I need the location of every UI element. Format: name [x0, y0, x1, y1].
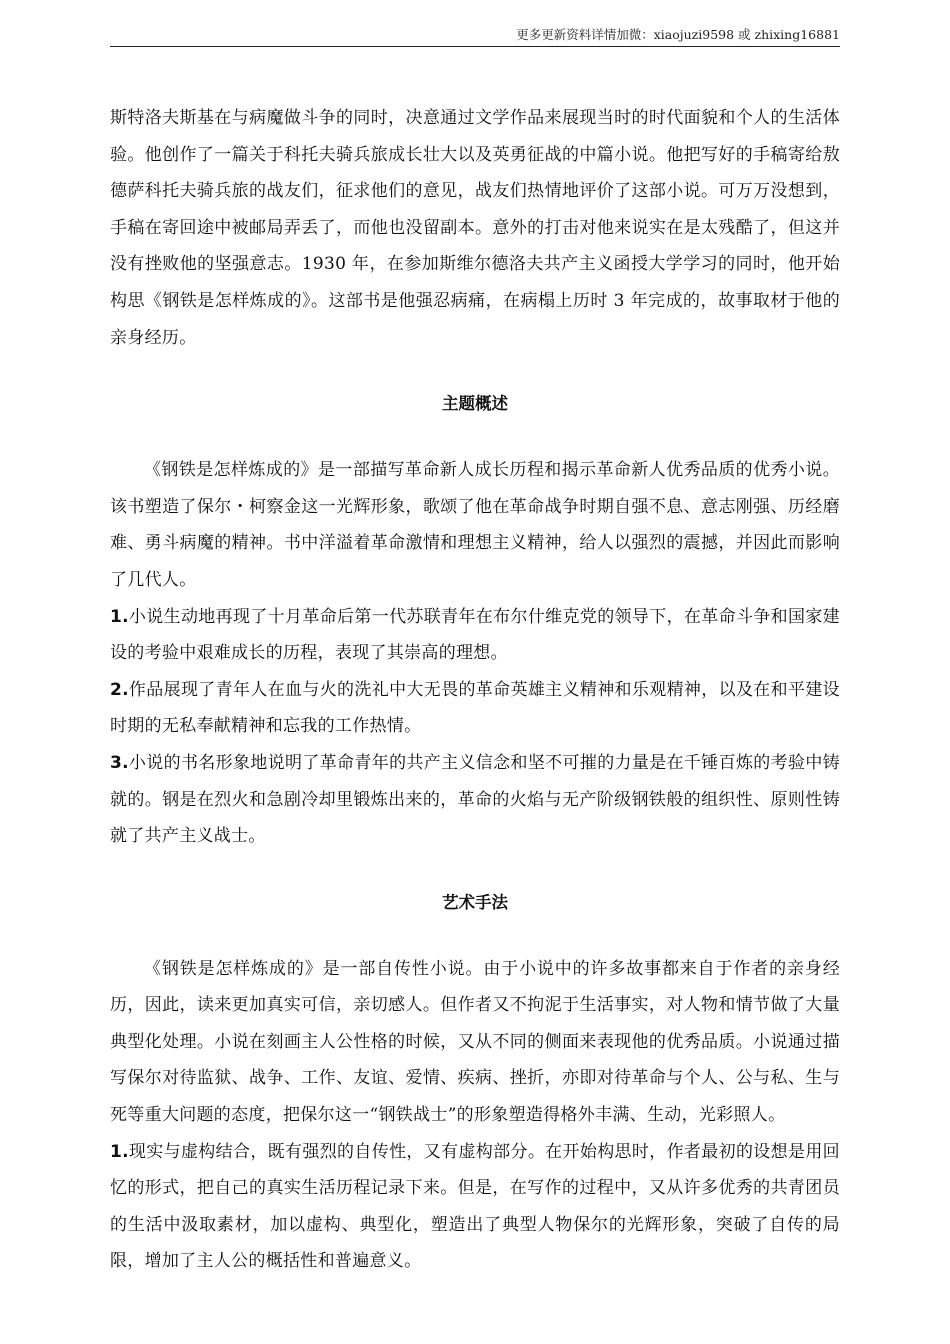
list-number: 1. [110, 1141, 129, 1162]
art-lead-paragraph: 《钢铁是怎样炼成的》是一部自传性小说。由于小说中的许多故事都来自于作者的亲身经历，因此，读来更加真实可信，亲切感人。但作者又不拘泥于生活事实，对人物和情节做了大量典型化处理。小说在刻画主人公性格的时候，又从不同的侧面来表现他的优秀品质。小说通过描写保尔对待监狱、战争、工作、友谊、爱情、疾病、挫折，亦即对待革命与个人、公与私、生与死等重大问题的态度，把保尔这一“钢铁战士”的形象塑造得格外丰满、生动，光彩照人。 [110, 958, 840, 1126]
list-number: 3. [110, 752, 129, 773]
art-point-1 [110, 1134, 840, 1280]
list-number: 1. [110, 606, 129, 627]
section-title-theme: 主题概述 [442, 394, 508, 414]
list-number: 2. [110, 679, 129, 700]
intro-paragraph: 斯特洛夫斯基在与病魔做斗争的同时，决意通过文学作品来展现当时的时代面貌和个人的生活体验。他创作了一篇关于科托夫骑兵旅成长壮大以及英勇征战的中篇小说。他把写好的手稿寄给敖德萨科托夫骑兵旅的战友们，征求他们的意见，战友们热情地评价了这部小说。可万万没想到，手稿在寄回途中被邮局弄丢了，而他也没留副本。意外的打击对他来说实在是太残酷了，但这并没有挫败他的坚强意志。1930 年，在参加斯维尔德洛夫共产主义函授大学学习的同时，他开始构思《钢铁是怎样炼成的》。这部书是他强忍病痛，在病榻上历时 3 年完成的，故事取材于他的亲身经历。 [110, 108, 840, 348]
theme-point-2 [110, 672, 840, 745]
list-text: 现实与虚构结合，既有强烈的自传性，又有虚构部分。在开始构思时，作者最初的设想是用回忆的形式，把自己的真实生活历程记录下来。但是，在写作的过程中，又从许多优秀的共青团员的生活中汲取素材，加以虚构、典型化，塑造出了典型人物保尔的光辉形象，突破了自传的局限，增加了主人公的概括性和普遍意义。 [110, 1141, 840, 1272]
list-text: 小说生动地再现了十月革命后第一代苏联青年在布尔什维克党的领导下，在革命斗争和国家建设的考验中艰难成长的历程，表现了其崇高的理想。 [110, 606, 840, 664]
theme-point-1 [110, 599, 840, 672]
list-text: 小说的书名形象地说明了革命青年的共产主义信念和坚不可摧的力量是在千锤百炼的考验中铸就的。钢是在烈火和急剧冷却里锻炼出来的，革命的火焰与无产阶级钢铁般的组织性、原则性铸就了共产主义战士。 [110, 752, 840, 847]
section-title-art: 艺术手法 [442, 892, 508, 912]
page-content [110, 100, 840, 1280]
theme-lead-paragraph: 《钢铁是怎样炼成的》是一部描写革命新人成长历程和揭示革命新人优秀品质的优秀小说。该书塑造了保尔・柯察金这一光辉形象，歌颂了他在革命战争时期自强不息、意志刚强、历经磨难、勇斗病魔的精神。书中洋溢着革命激情和理想主义精神，给人以强烈的震撼，并因此而影响了几代人。 [110, 460, 840, 590]
header-text: 更多更新资料详情加微：xiaojuzi9598 或 zhixing16881 [516, 27, 840, 42]
list-text: 作品展现了青年人在血与火的洗礼中大无畏的革命英雄主义精神和乐观精神，以及在和平建设时期的无私奉献精神和忘我的工作热情。 [110, 679, 840, 737]
page-header [110, 26, 840, 47]
theme-point-3 [110, 745, 840, 855]
